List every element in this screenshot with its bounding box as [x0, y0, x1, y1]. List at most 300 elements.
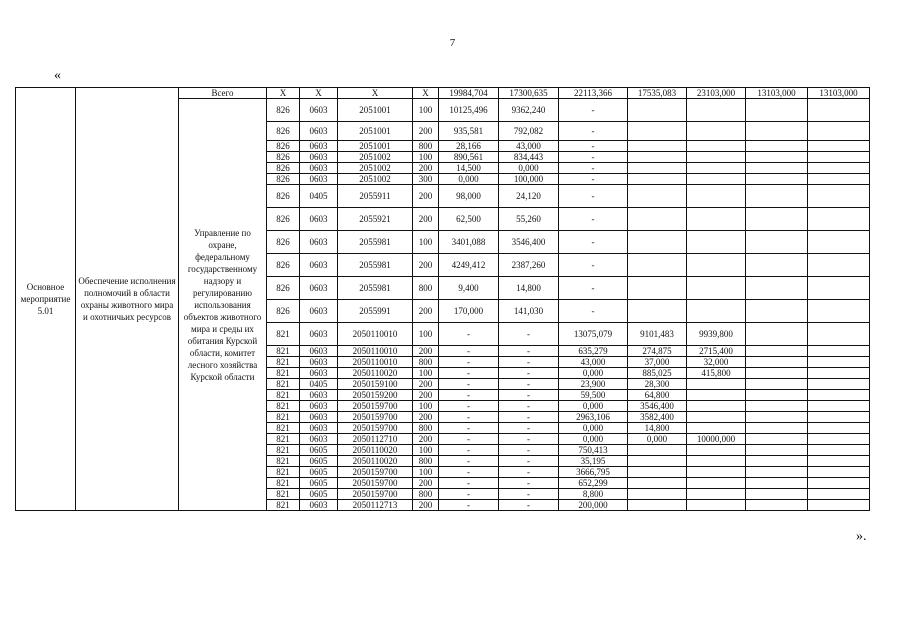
cell: [746, 163, 808, 174]
cell: [746, 390, 808, 401]
cell: 100,000: [499, 174, 559, 185]
cell: 0603: [300, 390, 338, 401]
cell: [808, 434, 870, 445]
cell: 826: [267, 141, 300, 152]
cell: [687, 423, 746, 434]
cell: 821: [267, 489, 300, 500]
cell: 2050112713: [338, 500, 413, 511]
cell: 2055991: [338, 300, 413, 323]
cell: X: [338, 88, 413, 99]
cell: -: [439, 379, 499, 390]
cell: 750,413: [559, 445, 628, 456]
cell: 821: [267, 368, 300, 379]
cell: [687, 467, 746, 478]
cell: 3546,400: [628, 401, 687, 412]
cell: 0,000: [628, 434, 687, 445]
cell: [746, 357, 808, 368]
budget-table: [15, 87, 870, 511]
cell: 0605: [300, 456, 338, 467]
cell: -: [499, 346, 559, 357]
cell: [687, 412, 746, 423]
cell: 826: [267, 254, 300, 277]
cell: 0603: [300, 346, 338, 357]
cell: [808, 231, 870, 254]
cell: [628, 467, 687, 478]
cell: [808, 174, 870, 185]
cell: [687, 500, 746, 511]
cell: [746, 277, 808, 300]
cell: -: [559, 231, 628, 254]
cell: 0603: [300, 174, 338, 185]
cell: [746, 122, 808, 141]
cell: 0,000: [499, 163, 559, 174]
cell: 792,082: [499, 122, 559, 141]
cell: 200: [413, 478, 439, 489]
cell: 22113,366: [559, 88, 628, 99]
cell: -: [439, 434, 499, 445]
cell: 2050110010: [338, 346, 413, 357]
cell: 200: [413, 185, 439, 208]
cell: -: [499, 478, 559, 489]
cell: [687, 478, 746, 489]
cell: [687, 445, 746, 456]
cell: 0603: [300, 434, 338, 445]
cell: 821: [267, 467, 300, 478]
cell: 200: [413, 390, 439, 401]
cell: 23103,000: [687, 88, 746, 99]
cell: -: [439, 467, 499, 478]
cell: 2050159700: [338, 401, 413, 412]
cell: 0603: [300, 231, 338, 254]
cell: 826: [267, 208, 300, 231]
cell: 9,400: [439, 277, 499, 300]
cell: 2963,106: [559, 412, 628, 423]
cell: [628, 456, 687, 467]
opening-quote: «: [54, 68, 61, 83]
cell: 0,000: [559, 401, 628, 412]
cell: -: [499, 445, 559, 456]
cell: 834,443: [499, 152, 559, 163]
cell: 28,300: [628, 379, 687, 390]
cell: 0605: [300, 445, 338, 456]
cell: 0603: [300, 152, 338, 163]
cell: 0603: [300, 412, 338, 423]
cell: -: [439, 401, 499, 412]
cell: 0603: [300, 368, 338, 379]
cell: [628, 500, 687, 511]
cell: -: [499, 390, 559, 401]
cell: [808, 456, 870, 467]
cell: 24,120: [499, 185, 559, 208]
cell: 35,195: [559, 456, 628, 467]
cell: 0603: [300, 300, 338, 323]
cell: [687, 456, 746, 467]
cell: 821: [267, 401, 300, 412]
cell: -: [499, 357, 559, 368]
cell: 2051002: [338, 152, 413, 163]
cell: [808, 277, 870, 300]
cell: 0,000: [439, 174, 499, 185]
cell: 821: [267, 323, 300, 346]
cell: 800: [413, 423, 439, 434]
cell: 2051002: [338, 174, 413, 185]
cell: [628, 185, 687, 208]
cell: 821: [267, 445, 300, 456]
cell: -: [439, 456, 499, 467]
cell: 821: [267, 346, 300, 357]
cell: 59,500: [559, 390, 628, 401]
cell: [687, 122, 746, 141]
cell: [746, 401, 808, 412]
cell: 2050159700: [338, 467, 413, 478]
cell: -: [439, 412, 499, 423]
cell: 10000,000: [687, 434, 746, 445]
cell: 0405: [300, 185, 338, 208]
cell: 800: [413, 277, 439, 300]
cell: -: [559, 152, 628, 163]
cell: 100: [413, 231, 439, 254]
cell: [808, 401, 870, 412]
cell: 821: [267, 478, 300, 489]
cell: 0603: [300, 254, 338, 277]
cell: 14,500: [439, 163, 499, 174]
cell: 890,561: [439, 152, 499, 163]
cell: 3401,088: [439, 231, 499, 254]
page-number: 7: [449, 37, 456, 49]
cell: [687, 174, 746, 185]
cell: 2055981: [338, 231, 413, 254]
cell: [746, 456, 808, 467]
executor-cell: Управление по охране, федеральному государственному надзору и регулированию использования объектов животного мира и среды их обитания Курской области, комитет лесного хозяйства Курской области: [179, 99, 267, 511]
cell: [808, 368, 870, 379]
cell: 13103,000: [808, 88, 870, 99]
cell: [687, 390, 746, 401]
cell: 2050110020: [338, 456, 413, 467]
cell: -: [559, 163, 628, 174]
cell: -: [439, 478, 499, 489]
cell: [746, 500, 808, 511]
cell: 14,800: [499, 277, 559, 300]
cell: [808, 445, 870, 456]
cell: [746, 141, 808, 152]
cell: 821: [267, 456, 300, 467]
closing-quote: ».: [856, 529, 867, 544]
cell: -: [439, 346, 499, 357]
cell: 200: [413, 412, 439, 423]
cell: [746, 478, 808, 489]
cell: 62,500: [439, 208, 499, 231]
cell: 0603: [300, 163, 338, 174]
cell: 141,030: [499, 300, 559, 323]
cell: [746, 231, 808, 254]
cell: 826: [267, 99, 300, 122]
cell: 0603: [300, 323, 338, 346]
cell: 100: [413, 152, 439, 163]
cell: -: [559, 185, 628, 208]
cell: 64,800: [628, 390, 687, 401]
cell: 100: [413, 467, 439, 478]
cell: -: [559, 300, 628, 323]
cell: 100: [413, 99, 439, 122]
cell: [746, 423, 808, 434]
cell: X: [413, 88, 439, 99]
cell: 821: [267, 500, 300, 511]
cell: 821: [267, 434, 300, 445]
cell: 2050159700: [338, 412, 413, 423]
cell: [628, 99, 687, 122]
cell: 885,025: [628, 368, 687, 379]
cell: [808, 208, 870, 231]
cell: [746, 346, 808, 357]
cell: 8,800: [559, 489, 628, 500]
cell: 17300,635: [499, 88, 559, 99]
cell: -: [439, 423, 499, 434]
cell: 826: [267, 185, 300, 208]
cell: 0603: [300, 423, 338, 434]
cell: -: [499, 323, 559, 346]
cell: [808, 390, 870, 401]
cell: 826: [267, 174, 300, 185]
cell: -: [439, 323, 499, 346]
cell: 2051001: [338, 99, 413, 122]
cell: [808, 412, 870, 423]
cell: 2050159700: [338, 478, 413, 489]
cell: [628, 478, 687, 489]
cell: [808, 99, 870, 122]
cell: [628, 152, 687, 163]
cell: 826: [267, 300, 300, 323]
cell: [746, 152, 808, 163]
cell: 3546,400: [499, 231, 559, 254]
cell: 415,800: [687, 368, 746, 379]
cell: -: [439, 500, 499, 511]
cell: [808, 185, 870, 208]
cell: [808, 500, 870, 511]
cell: [746, 174, 808, 185]
cell: 100: [413, 323, 439, 346]
cell: [687, 401, 746, 412]
cell: 2055921: [338, 208, 413, 231]
cell: 100: [413, 368, 439, 379]
cell: [808, 323, 870, 346]
cell: 200,000: [559, 500, 628, 511]
cell: [687, 141, 746, 152]
cell: 28,166: [439, 141, 499, 152]
cell: 826: [267, 163, 300, 174]
cell: 13103,000: [746, 88, 808, 99]
cell: 13075,079: [559, 323, 628, 346]
cell: 2715,400: [687, 346, 746, 357]
cell: 23,900: [559, 379, 628, 390]
cell: 0,000: [559, 368, 628, 379]
cell: [687, 300, 746, 323]
cell: [687, 379, 746, 390]
cell: -: [439, 368, 499, 379]
cell: 821: [267, 357, 300, 368]
cell: [687, 208, 746, 231]
cell: 0603: [300, 208, 338, 231]
cell: 0603: [300, 500, 338, 511]
cell: 274,875: [628, 346, 687, 357]
cell: 2050110020: [338, 445, 413, 456]
cell: [808, 346, 870, 357]
cell: [808, 379, 870, 390]
cell: 3582,400: [628, 412, 687, 423]
cell: 2051002: [338, 163, 413, 174]
cell: -: [499, 401, 559, 412]
cell: [808, 163, 870, 174]
description-cell: Обеспечение исполнения полномочий в области охраны животного мира и охотничьих ресурсов: [76, 88, 179, 511]
cell: 0603: [300, 357, 338, 368]
activity-cell: Основное мероприятие 5.01: [16, 88, 76, 511]
cell: 9939,800: [687, 323, 746, 346]
cell: 200: [413, 163, 439, 174]
cell: -: [499, 434, 559, 445]
cell: [628, 231, 687, 254]
cell: 2050159100: [338, 379, 413, 390]
cell: 100: [413, 445, 439, 456]
cell: [808, 357, 870, 368]
cell: [628, 208, 687, 231]
cell: [628, 300, 687, 323]
cell: 2055981: [338, 254, 413, 277]
cell: [628, 445, 687, 456]
cell: [687, 254, 746, 277]
cell: 821: [267, 390, 300, 401]
cell: [746, 412, 808, 423]
cell: 826: [267, 231, 300, 254]
cell: [628, 254, 687, 277]
cell: 0,000: [559, 434, 628, 445]
cell: [628, 277, 687, 300]
total-row: [16, 88, 870, 99]
cell: 170,000: [439, 300, 499, 323]
cell: 9101,483: [628, 323, 687, 346]
cell: -: [559, 254, 628, 277]
cell: [746, 254, 808, 277]
cell: 0603: [300, 122, 338, 141]
cell: 0603: [300, 141, 338, 152]
cell: -: [559, 122, 628, 141]
cell: 55,260: [499, 208, 559, 231]
cell: 0605: [300, 467, 338, 478]
cell: [746, 185, 808, 208]
cell: 3666,795: [559, 467, 628, 478]
total-label: Всего: [179, 88, 267, 99]
cell: -: [439, 357, 499, 368]
cell: [808, 254, 870, 277]
cell: 2051001: [338, 122, 413, 141]
cell: 37,000: [628, 357, 687, 368]
cell: -: [559, 99, 628, 122]
cell: 800: [413, 141, 439, 152]
cell: 0603: [300, 99, 338, 122]
cell: X: [267, 88, 300, 99]
cell: 2050159200: [338, 390, 413, 401]
cell: [746, 445, 808, 456]
cell: -: [499, 368, 559, 379]
cell: [746, 99, 808, 122]
cell: [808, 423, 870, 434]
cell: 43,000: [559, 357, 628, 368]
cell: -: [559, 208, 628, 231]
cell: 0605: [300, 478, 338, 489]
cell: [746, 489, 808, 500]
cell: 2050110010: [338, 357, 413, 368]
cell: 652,299: [559, 478, 628, 489]
cell: [808, 467, 870, 478]
cell: 200: [413, 208, 439, 231]
cell: 0405: [300, 379, 338, 390]
cell: 14,800: [628, 423, 687, 434]
cell: 800: [413, 357, 439, 368]
cell: 2050159700: [338, 489, 413, 500]
cell: [808, 478, 870, 489]
cell: [808, 152, 870, 163]
cell: [687, 231, 746, 254]
cell: -: [499, 456, 559, 467]
cell: 0605: [300, 489, 338, 500]
cell: 935,581: [439, 122, 499, 141]
cell: [687, 277, 746, 300]
cell: [687, 163, 746, 174]
cell: 200: [413, 254, 439, 277]
cell: [808, 122, 870, 141]
cell: [746, 208, 808, 231]
cell: 0603: [300, 401, 338, 412]
cell: 200: [413, 300, 439, 323]
cell: 200: [413, 346, 439, 357]
cell: 2050159700: [338, 423, 413, 434]
cell: 300: [413, 174, 439, 185]
cell: [628, 163, 687, 174]
cell: [746, 434, 808, 445]
cell: 32,000: [687, 357, 746, 368]
cell: -: [499, 423, 559, 434]
cell: -: [439, 445, 499, 456]
cell: X: [300, 88, 338, 99]
cell: -: [499, 489, 559, 500]
cell: [687, 489, 746, 500]
cell: [746, 379, 808, 390]
cell: [808, 141, 870, 152]
cell: [628, 174, 687, 185]
cell: 800: [413, 456, 439, 467]
cell: 821: [267, 423, 300, 434]
cell: 2050110010: [338, 323, 413, 346]
cell: [628, 122, 687, 141]
cell: [746, 323, 808, 346]
cell: [687, 185, 746, 208]
cell: 2055911: [338, 185, 413, 208]
cell: 200: [413, 122, 439, 141]
cell: [687, 152, 746, 163]
cell: 2055981: [338, 277, 413, 300]
cell: 10125,496: [439, 99, 499, 122]
cell: 800: [413, 489, 439, 500]
cell: 2387,260: [499, 254, 559, 277]
cell: -: [439, 489, 499, 500]
cell: 200: [413, 500, 439, 511]
cell: 9362,240: [499, 99, 559, 122]
cell: -: [439, 390, 499, 401]
cell: 826: [267, 277, 300, 300]
cell: 2050112710: [338, 434, 413, 445]
cell: 98,000: [439, 185, 499, 208]
cell: 200: [413, 379, 439, 390]
cell: 821: [267, 412, 300, 423]
cell: 4249,412: [439, 254, 499, 277]
